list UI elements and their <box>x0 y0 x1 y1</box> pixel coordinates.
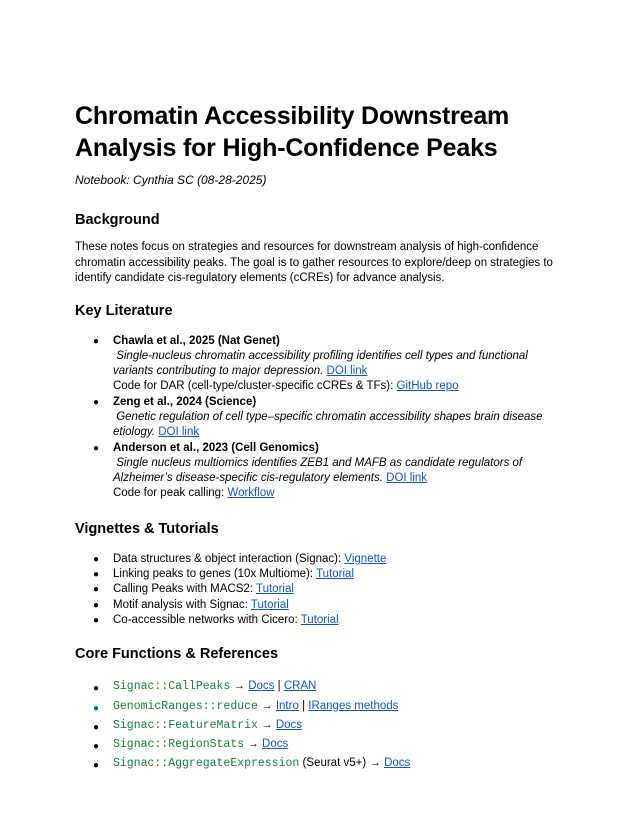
function-name: Signac::FeatureMatrix <box>113 718 258 732</box>
page-title: Chromatin Accessibility Downstream Analysis for High-Confidence Peaks <box>75 102 510 162</box>
vignettes-list <box>75 552 565 628</box>
link-separator: | <box>302 699 306 712</box>
vignette-link[interactable]: Vignette <box>344 552 387 565</box>
bullet-icon: ● <box>93 335 100 347</box>
function-item <box>75 754 565 773</box>
literature-list <box>75 334 565 502</box>
vignette-item <box>75 582 565 597</box>
code-line <box>113 486 565 501</box>
vignette-item <box>75 552 565 567</box>
core-functions-section <box>75 644 565 773</box>
paper-title-line <box>113 410 565 441</box>
notebook-subtitle: Notebook: Cynthia SC (08-28-2025) <box>75 173 267 187</box>
vignettes-section <box>75 519 565 628</box>
doi-link[interactable]: DOI link <box>386 472 428 485</box>
literature-item <box>75 395 565 441</box>
code-line <box>113 379 565 394</box>
function-item <box>75 677 565 696</box>
citation: Anderson et al., 2023 (Cell Genomics) <box>113 441 319 454</box>
function-note: (Seurat v5+) <box>302 757 367 770</box>
background-section <box>75 210 565 287</box>
vignettes-heading: Vignettes & Tutorials <box>75 520 219 537</box>
citation: Chawla et al., 2025 (Nat Genet) <box>113 334 280 347</box>
function-name: Signac::AggregateExpression <box>113 757 300 771</box>
bullet-icon: ● <box>93 760 100 772</box>
vignette-text: Calling Peaks with MACS2: <box>113 583 253 596</box>
docs-link[interactable]: Docs <box>248 680 275 693</box>
github-link[interactable]: GitHub repo <box>396 380 459 393</box>
intro-link[interactable]: Intro <box>275 699 299 712</box>
function-name: Signac::RegionStats <box>113 738 245 752</box>
iranges-methods-link[interactable]: IRanges methods <box>308 699 399 712</box>
tutorial-link[interactable]: Tutorial <box>316 568 354 581</box>
bullet-icon: ● <box>93 584 100 596</box>
paper-title: Single-nucleus chromatin accessibility profiling identifies cell types and functional variants contributing to major depression. <box>113 349 528 378</box>
citation: Zeng et al., 2024 (Science) <box>113 395 257 408</box>
background-heading: Background <box>75 212 160 228</box>
workflow-link[interactable]: Workflow <box>227 487 275 500</box>
vignette-text: Motif analysis with Signac: <box>113 598 248 611</box>
docs-link[interactable]: Docs <box>384 757 411 770</box>
literature-heading: Key Literature <box>75 302 173 319</box>
cran-link[interactable]: CRAN <box>283 680 317 693</box>
bullet-icon: ● <box>93 569 100 581</box>
arrow-icon: → <box>247 738 259 751</box>
function-name: Signac::CallPeaks <box>113 680 231 694</box>
background-text: These notes focus on strategies and resources for downstream analysis of high-confidence chromatin accessibility peaks. The goal is to gather resources to explore/deep on strategies to identify candidate cis-regulatory elements (cCREs) for advance analysis. <box>75 241 553 284</box>
tutorial-link[interactable]: Tutorial <box>250 598 289 611</box>
bullet-icon: ● <box>93 396 100 408</box>
vignette-text: Data structures & object interaction (Signac): <box>113 552 342 565</box>
vignette-item <box>75 598 565 613</box>
paper-title: Genetic regulation of cell type–specific chromatin accessibility shapes brain disease etiology. <box>113 410 543 439</box>
docs-link[interactable]: Docs <box>262 738 289 751</box>
arrow-icon: → <box>233 680 246 693</box>
literature-item <box>75 334 565 395</box>
bullet-icon: ● <box>93 553 100 565</box>
bullet-icon: ● <box>93 702 100 714</box>
bullet-icon: ● <box>93 721 100 733</box>
function-item <box>75 716 565 735</box>
vignette-text: Co-accessible networks with Cicero: <box>113 613 298 626</box>
code-text: Code for peak calling: <box>113 487 225 500</box>
function-name: GenomicRanges::reduce <box>113 699 258 713</box>
tutorial-link[interactable]: Tutorial <box>255 583 294 596</box>
arrow-icon: → <box>261 699 273 712</box>
tutorial-link[interactable]: Tutorial <box>300 613 339 626</box>
bullet-icon: ● <box>93 741 100 753</box>
bullet-icon: ● <box>93 599 100 611</box>
literature-section <box>75 301 565 502</box>
bullet-icon: ● <box>93 442 100 454</box>
paper-title-line <box>113 456 565 487</box>
doi-link[interactable]: DOI link <box>326 365 368 378</box>
bullet-icon: ● <box>93 683 100 695</box>
function-item <box>75 697 565 716</box>
arrow-icon: → <box>261 718 273 731</box>
paper-title: Single nucleus multiomics identifies ZEB1 and MAFB as candidate regulators of Alzheimer’s disease-specific cis-regulatory elements. <box>113 456 523 485</box>
function-item <box>75 735 565 754</box>
literature-item <box>75 441 565 502</box>
core-functions-heading: Core Functions & References <box>75 646 279 663</box>
doi-link[interactable]: DOI link <box>158 426 200 439</box>
link-separator: | <box>277 680 281 693</box>
vignette-item <box>75 613 565 628</box>
bullet-icon: ● <box>93 614 100 626</box>
paper-title-line <box>113 349 565 380</box>
code-text: Code for DAR (cell-type/cluster-specific cCREs & TFs): <box>113 380 394 393</box>
vignette-text: Linking peaks to genes (10x Multiome): <box>113 568 314 581</box>
arrow-icon: → <box>369 757 381 770</box>
core-functions-list <box>75 677 565 773</box>
docs-link[interactable]: Docs <box>275 718 303 731</box>
vignette-item <box>75 567 565 582</box>
document-content <box>75 100 565 774</box>
